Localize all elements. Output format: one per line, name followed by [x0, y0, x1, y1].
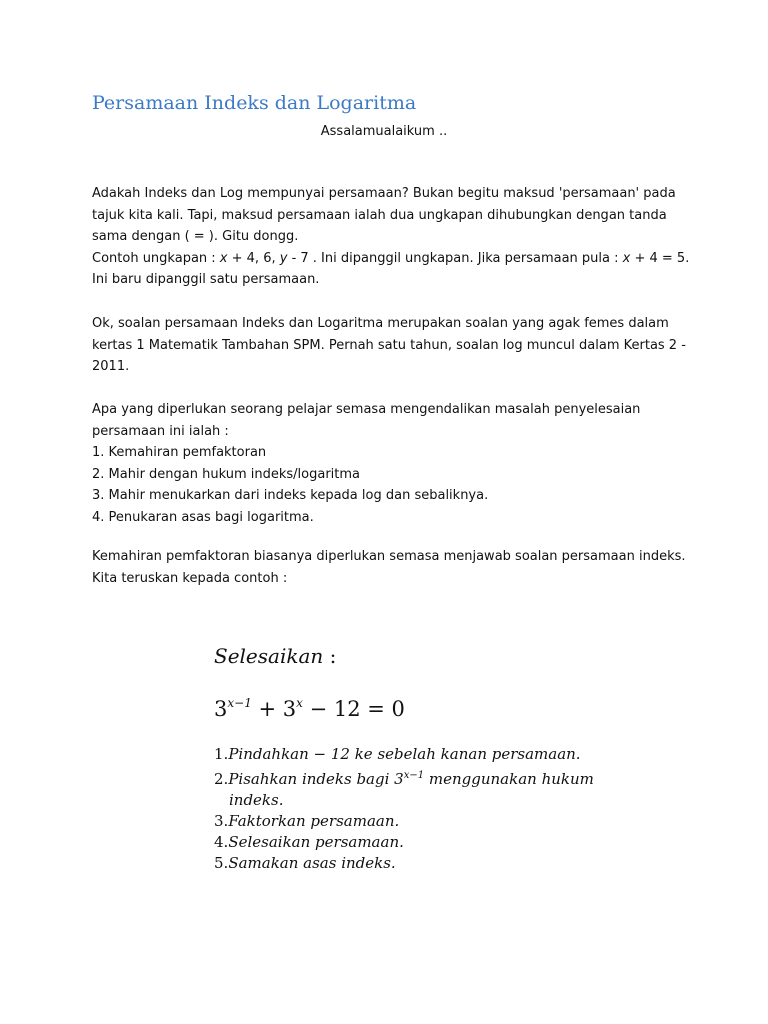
- example-eq-rest: + 4 = 5.: [630, 250, 690, 266]
- paragraph-intro-line3: Ini baru dipanggil satu persamaan.: [92, 272, 320, 287]
- list-item: 3. Mahir menukarkan dari indeks kepada log dan sebaliknya.: [92, 488, 489, 503]
- step-item: [214, 744, 634, 765]
- step-number: 1.: [214, 745, 229, 763]
- math-equation: [214, 696, 634, 721]
- paragraph-intro-line2: [92, 248, 692, 270]
- math-heading-text: Selesaikan: [214, 644, 324, 668]
- list-item: 2. Mahir dengan hukum indeks/logaritma: [92, 466, 361, 482]
- document-title: Persamaan Indeks dan Logaritma: [92, 92, 417, 114]
- step-item: [214, 853, 634, 874]
- list-item: 4. Penukaran asas bagi logaritma.: [92, 509, 314, 525]
- step-text: Faktorkan persamaan.: [228, 812, 400, 830]
- eq-exp1: x−1: [227, 696, 252, 710]
- step-number: 4.: [214, 833, 229, 851]
- requirements-list: [92, 442, 692, 528]
- greeting: Assalamualaikum ..: [320, 124, 448, 139]
- step-item: [214, 832, 634, 853]
- list-item: 1. Kemahiran pemfaktoran: [92, 445, 267, 460]
- var-x: x: [219, 250, 228, 266]
- math-steps: [214, 744, 634, 874]
- step-text: Samakan asas indeks.: [228, 854, 396, 872]
- step-text-before: Pisahkan indeks bagi 3: [228, 770, 404, 788]
- paragraph-intro: [92, 183, 692, 291]
- steps-list: [214, 744, 634, 874]
- step-text-after: menggunakan hukum indeks.: [229, 770, 594, 809]
- paragraph-factoring: [92, 546, 692, 589]
- eq-base1: 3: [214, 697, 228, 721]
- step-item: [214, 811, 634, 832]
- factoring-line1: Kemahiran pemfaktoran biasanya diperlukan semasa menjawab soalan persamaan indeks.: [92, 549, 686, 564]
- factoring-line2: Kita teruskan kepada contoh :: [92, 570, 288, 586]
- step-number: 3.: [214, 812, 229, 830]
- math-heading: [214, 644, 634, 668]
- var-x-eq: x: [622, 250, 631, 266]
- step-item: [214, 765, 634, 811]
- step-text: Selesaikan persamaan.: [228, 833, 404, 851]
- eq-plus: + 3: [251, 697, 297, 721]
- step-number: 2.: [214, 770, 229, 788]
- paragraph-spm: [92, 313, 692, 378]
- math-heading-colon: :: [323, 644, 337, 668]
- var-y: y: [279, 250, 288, 266]
- paragraph-intro-line1: Adakah Indeks dan Log mempunyai persamaan? Bukan begitu maksud 'persamaan' pada tajuk kita kali. Tapi, maksud persamaan ialah dua ungkapan dihubungkan dengan tanda sama dengan ( = ). Gitu dongg.: [92, 186, 676, 244]
- eq-rest: − 12 = 0: [302, 697, 405, 721]
- example-rest: - 7 . Ini dipanggil ungkapan. Jika persamaan pula :: [287, 250, 623, 266]
- example-prefix: Contoh ungkapan :: [92, 250, 220, 266]
- step-text: Pindahkan − 12 ke sebelah kanan persamaan.: [228, 745, 581, 763]
- example-mid: + 4, 6,: [227, 250, 280, 266]
- step-superscript: x−1: [403, 770, 425, 781]
- requirements-intro: Apa yang diperlukan seorang pelajar semasa mengendalikan masalah penyelesaian persamaan ini ialah :: [92, 402, 641, 439]
- paragraph-requirements: [92, 399, 692, 528]
- eq-exp2: x: [296, 696, 303, 710]
- paragraph-spm-text: Ok, soalan persamaan Indeks dan Logaritma merupakan soalan yang agak femes dalam kertas 1 Matematik Tambahan SPM. Pernah satu tahun, soalan log muncul dalam Kertas 2 - 2011.: [92, 316, 686, 374]
- step-number: 5.: [214, 854, 229, 872]
